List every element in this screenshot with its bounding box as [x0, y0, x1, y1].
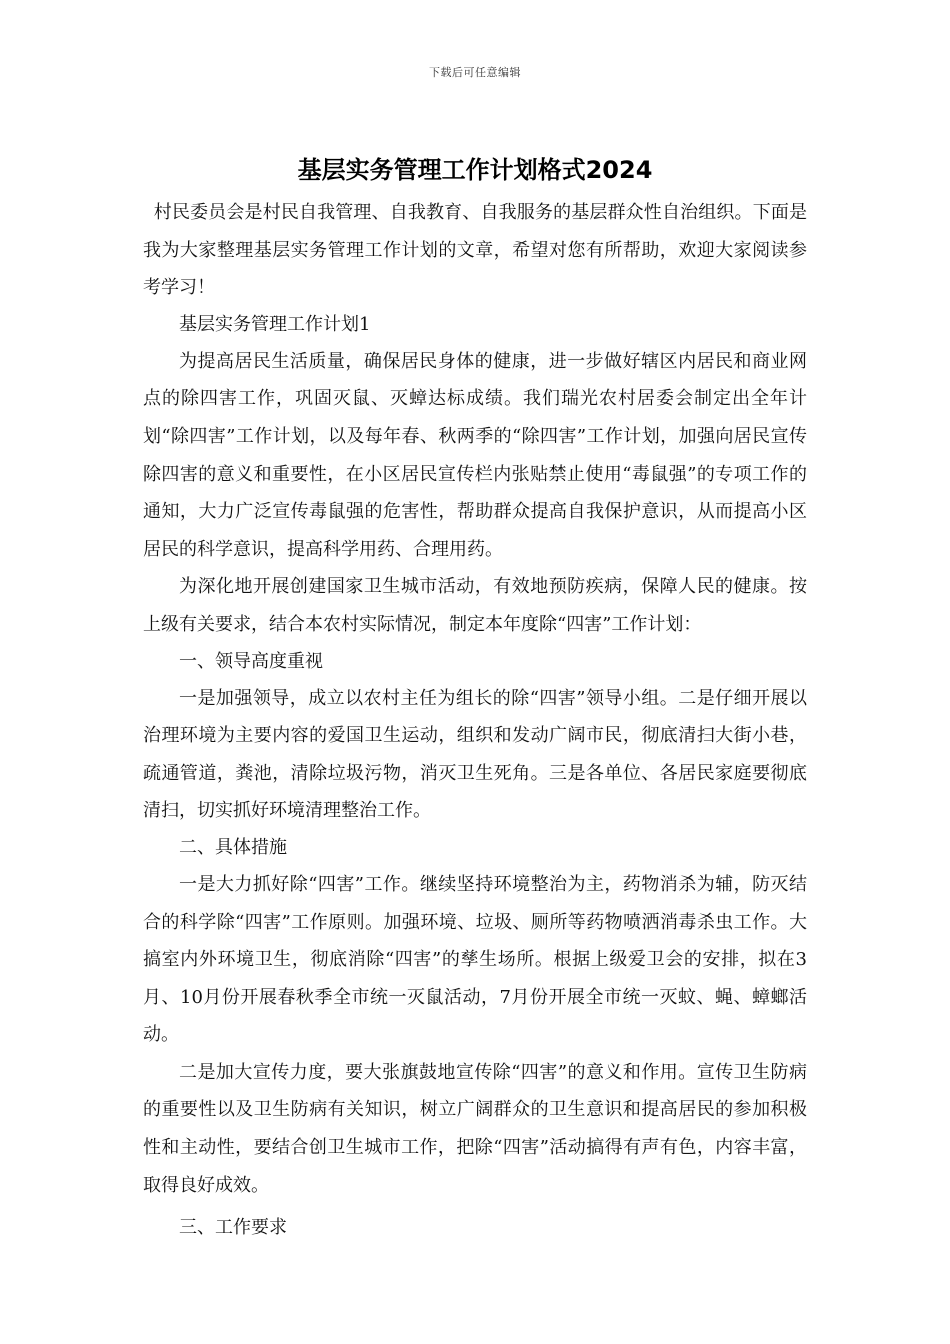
body-paragraph: 二是加大宣传力度，要大张旗鼓地宣传除“四害”的意义和作用。宣传卫生防病的重要性以及卫生防病有关知识，树立广阔群众的卫生意识和提高居民的参加积极性和主动性，要结合创卫生城市工作，把除“四害”活动搞得有声有色，内容丰富，取得良好成效。 [143, 1061, 807, 1196]
section-heading: 一、领导高度重视 [179, 650, 323, 672]
document-body [143, 194, 807, 1246]
section-heading: 二、具体措施 [179, 836, 287, 858]
section-heading: 三、工作要求 [179, 1217, 287, 1239]
header-note: 下载后可任意编辑 [429, 66, 521, 79]
intro-paragraph: 村民委员会是村民自我管理、自我教育、自我服务的基层群众性自治组织。下面是我为大家整理基层实务管理工作计划的文章，希望对您有所帮助，欢迎大家阅读参考学习！ [143, 202, 807, 299]
body-paragraph: 为深化地开展创建国家卫生城市活动，有效地预防疾病，保障人民的健康。按上级有关要求，结合本农村实际情况，制定本年度除“四害”工作计划： [143, 576, 807, 635]
body-paragraph: 为提高居民生活质量，确保居民身体的健康，进一步做好辖区内居民和商业网点的除四害工作，巩固灭鼠、灭蟑达标成绩。我们瑞光农村居委会制定出全年计划“除四害”工作计划，以及每年春、秋两季的“除四害”工作计划，加强向居民宣传除四害的意义和重要性，在小区居民宣传栏内张贴禁止使用“毒鼠强”的专项工作的通知，大力广泛宣传毒鼠强的危害性，帮助群众提高自我保护意识，从而提高小区居民的科学意识，提高科学用药、合理用药。 [143, 350, 807, 560]
document-title: 基层实务管理工作计划格式2024 [297, 156, 653, 184]
body-paragraph: 一是大力抓好除“四害”工作。继续坚持环境整治为主，药物消杀为辅，防灭结合的科学除“四害”工作原则。加强环境、垃圾、厕所等药物喷洒消毒杀虫工作。大搞室内外环境卫生，彻底消除“四害”的孳生场所。根据上级爱卫会的安排，拟在3月、10月份开展春秋季全市统一灭鼠活动，7月份开展全市统一灭蚊、蝇、蟑螂活动。 [143, 873, 807, 1046]
body-paragraph: 一是加强领导，成立以农村主任为组长的除“四害”领导小组。二是仔细开展以治理环境为主要内容的爱国卫生运动，组织和发动广阔市民，彻底清扫大街小巷，疏通管道，粪池，清除垃圾污物，消灭卫生死角。三是各单位、各居民家庭要彻底清扫，切实抓好环境清理整治工作。 [143, 687, 807, 822]
plan-subtitle: 基层实务管理工作计划1 [179, 313, 371, 335]
